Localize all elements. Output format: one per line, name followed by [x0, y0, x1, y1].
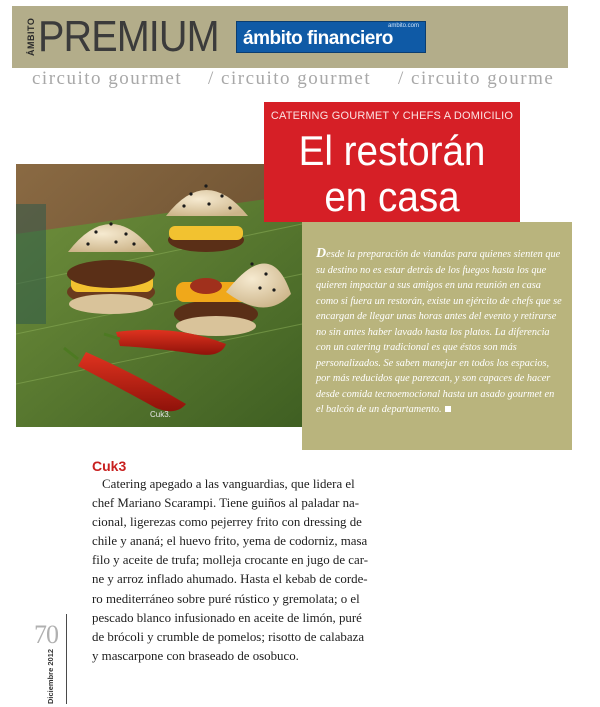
section-label: / circuito gourme: [398, 68, 555, 89]
section-label: / circuito gourmet: [208, 68, 372, 89]
article-line: ne y arroz inflado ahumado. Hasta el kebab de corde-: [92, 572, 368, 587]
article-line: pescado blanco infusionado en aceite de limón, puré: [92, 610, 362, 625]
mini-burgers-photo-icon: [16, 164, 302, 427]
intro-drop-letter: D: [316, 246, 327, 261]
headline-line: en casa: [324, 173, 460, 220]
article-photo: [16, 164, 302, 427]
article-line: filo y aceite de trufa; molleja crocante en jugo de car-: [92, 553, 369, 568]
article-line: cional, ligerezas como pejerrey frito con dressing de: [92, 515, 362, 530]
article-line: y mascarpone con braseado de osobuco.: [92, 648, 299, 663]
newspaper-url: ambito.com: [387, 23, 419, 29]
newspaper-logo: [236, 21, 426, 53]
photo-credit: Cuk3.: [150, 410, 171, 419]
folio-divider: [66, 614, 67, 704]
headline-line: El restorán: [298, 127, 486, 174]
article-line: chile y ananá; el huevo frito, yema de codorniz, masa: [92, 534, 368, 549]
intro-box: [302, 222, 572, 450]
article-line: Catering apegado a las vanguardias, que lidera el: [102, 477, 355, 491]
section-strip: [12, 68, 568, 90]
masthead-brand: PREMIUM: [38, 12, 219, 61]
article-line: de brócoli y crumble de pomelos; risotto de calabaza: [92, 629, 365, 644]
intro-body: esde la preparación de viandas para quienes sienten que su destino no es estar detrás de los fuegos hasta los que quieren impactar a sus amigos en una reunión en casa como si fuera un restorán, existe un ejército de chefs que se encargan de llegar unas horas antes del evento y retirarse no sin antes haber lavado hasta los platos. La diferencia con un catering tradicional es que éstos son más personalizados. Se saben manejar en todos los espacios, por más reducidos que parezcan, y son capaces de hacer desde comida tecnoemocional hasta un asado gourmet en el balcón de un departamento.: [316, 249, 562, 415]
article-body: [92, 475, 394, 666]
masthead: [12, 6, 568, 68]
page-number: 70: [34, 620, 58, 649]
article-kicker: CATERING GOURMET Y CHEFS A DOMICILIO: [270, 110, 514, 122]
intro-text: [316, 246, 562, 418]
newspaper-name: ámbito financiero: [243, 28, 393, 49]
article-title: Cuk3: [92, 458, 127, 474]
article-line: chef Mariano Scarampi. Tiene guiños al paladar na-: [92, 496, 360, 511]
article-line: ro mediterráneo sobre puré rústico y gremolata; o el: [92, 591, 360, 606]
article-headline: [274, 128, 510, 220]
section-label: circuito gourmet: [32, 68, 183, 89]
issue-date: Diciembre 2012: [46, 648, 55, 704]
end-square-icon: [445, 406, 451, 412]
masthead-vertical-brand: ÁMBITO: [26, 17, 36, 57]
title-block: [264, 102, 520, 222]
